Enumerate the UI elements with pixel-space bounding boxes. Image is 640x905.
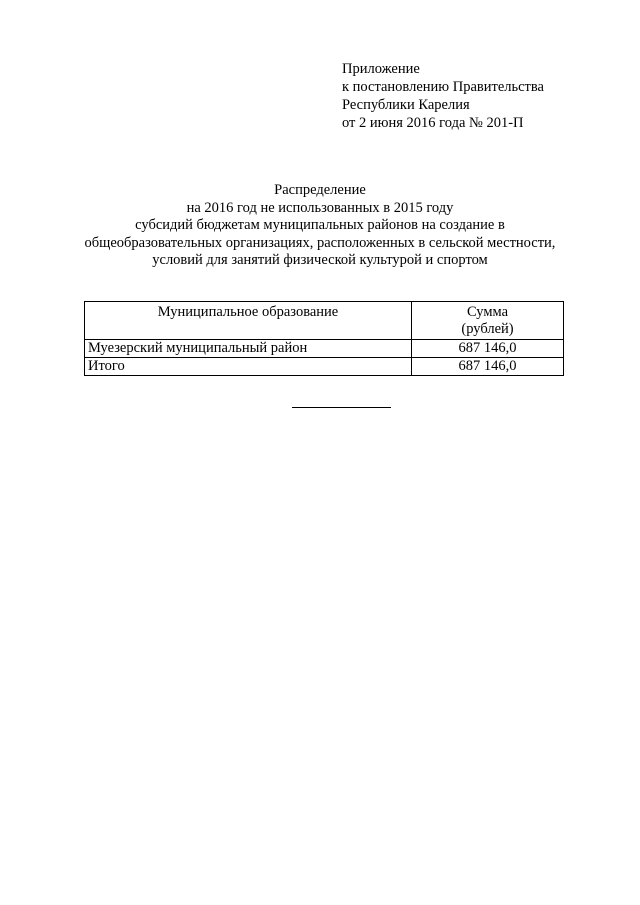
header-sum-label: Сумма [466, 304, 509, 320]
title-line-2: на 2016 год не использованных в 2015 году [186, 199, 454, 216]
appendix-line-4: от 2 июня 2016 года № 201-П [342, 115, 524, 131]
row-sum: 687 146,0 [412, 340, 564, 358]
title-line-5: условий для занятий физической культурой и спортом [152, 252, 488, 268]
appendix-block [342, 60, 622, 132]
end-divider [292, 407, 391, 408]
appendix-line-1: Приложение [342, 61, 420, 77]
header-municipality: Муниципальное образование [85, 302, 412, 340]
distribution-table [84, 301, 564, 376]
table-row [85, 340, 564, 358]
appendix-line-3: Республики Карелия [342, 97, 470, 113]
header-sum [412, 302, 564, 340]
total-sum: 687 146,0 [412, 358, 564, 376]
table-header-row [85, 302, 564, 340]
appendix-line-2: к постановлению Правительства [342, 79, 544, 95]
header-sum-unit: (рублей) [461, 321, 514, 337]
title-line-4: общеобразовательных организациях, расположенных в сельской местности, [84, 234, 556, 251]
title-line-1: Распределение [274, 182, 366, 198]
title-line-3: субсидий бюджетам муниципальных районов на создание в [135, 217, 505, 233]
total-label: Итого [85, 358, 412, 376]
table-row-total [85, 358, 564, 376]
row-municipality: Муезерский муниципальный район [85, 340, 412, 358]
document-title [20, 182, 620, 270]
